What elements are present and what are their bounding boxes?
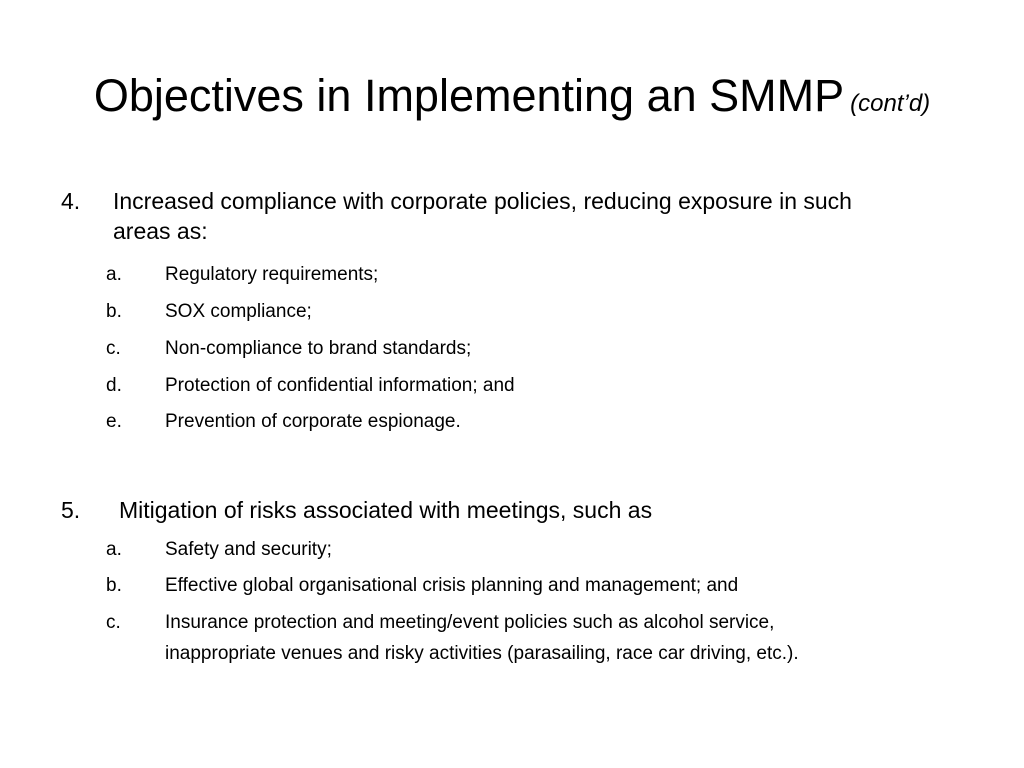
sub-item-text: Protection of confidential information; and bbox=[165, 375, 515, 396]
item-number: 5. bbox=[61, 497, 81, 523]
sub-item-text: Safety and security; bbox=[165, 539, 332, 560]
item-text-line-2: areas as: bbox=[113, 218, 208, 244]
sub-item-text: Effective global organisational crisis planning and management; and bbox=[165, 575, 739, 596]
list-item-4 bbox=[61, 186, 961, 246]
sub-item-letter: a. bbox=[106, 539, 122, 560]
sub-item-text: Prevention of corporate espionage. bbox=[165, 411, 461, 432]
title-text: Objectives in Implementing an SMMP bbox=[93, 70, 845, 121]
item-text: Mitigation of risks associated with meetings, such as bbox=[119, 497, 653, 523]
sub-item-letter: d. bbox=[106, 375, 122, 396]
sub-item bbox=[106, 607, 966, 669]
sub-item bbox=[106, 296, 966, 327]
sub-item-letter: c. bbox=[106, 612, 121, 633]
sub-item-text-line-2: inappropriate venues and risky activities (parasailing, race car driving, etc.). bbox=[165, 643, 799, 664]
sub-item-letter: b. bbox=[106, 301, 122, 322]
sub-item bbox=[106, 570, 966, 601]
slide-title bbox=[0, 66, 1024, 134]
list-item-5 bbox=[61, 495, 961, 525]
sub-item-letter: a. bbox=[106, 264, 122, 285]
sub-item-text: Non-compliance to brand standards; bbox=[165, 338, 472, 359]
sub-item bbox=[106, 259, 966, 290]
sub-item bbox=[106, 406, 966, 437]
sub-item-text: Regulatory requirements; bbox=[165, 264, 379, 285]
sub-item-letter: c. bbox=[106, 338, 121, 359]
item-text bbox=[113, 186, 961, 246]
sub-item-text: SOX compliance; bbox=[165, 301, 312, 322]
sub-item bbox=[106, 534, 966, 565]
title-suffix: (cont’d) bbox=[850, 90, 931, 117]
sub-item bbox=[106, 370, 966, 401]
sub-item-letter: b. bbox=[106, 575, 122, 596]
sub-item-text bbox=[165, 607, 966, 669]
sub-item-letter: e. bbox=[106, 411, 122, 432]
item-number: 4. bbox=[61, 188, 81, 214]
item-text-line-1: Increased compliance with corporate policies, reducing exposure in such bbox=[113, 188, 852, 214]
sub-item bbox=[106, 333, 966, 364]
sub-item-text-line-1: Insurance protection and meeting/event policies such as alcohol service, bbox=[165, 612, 775, 633]
